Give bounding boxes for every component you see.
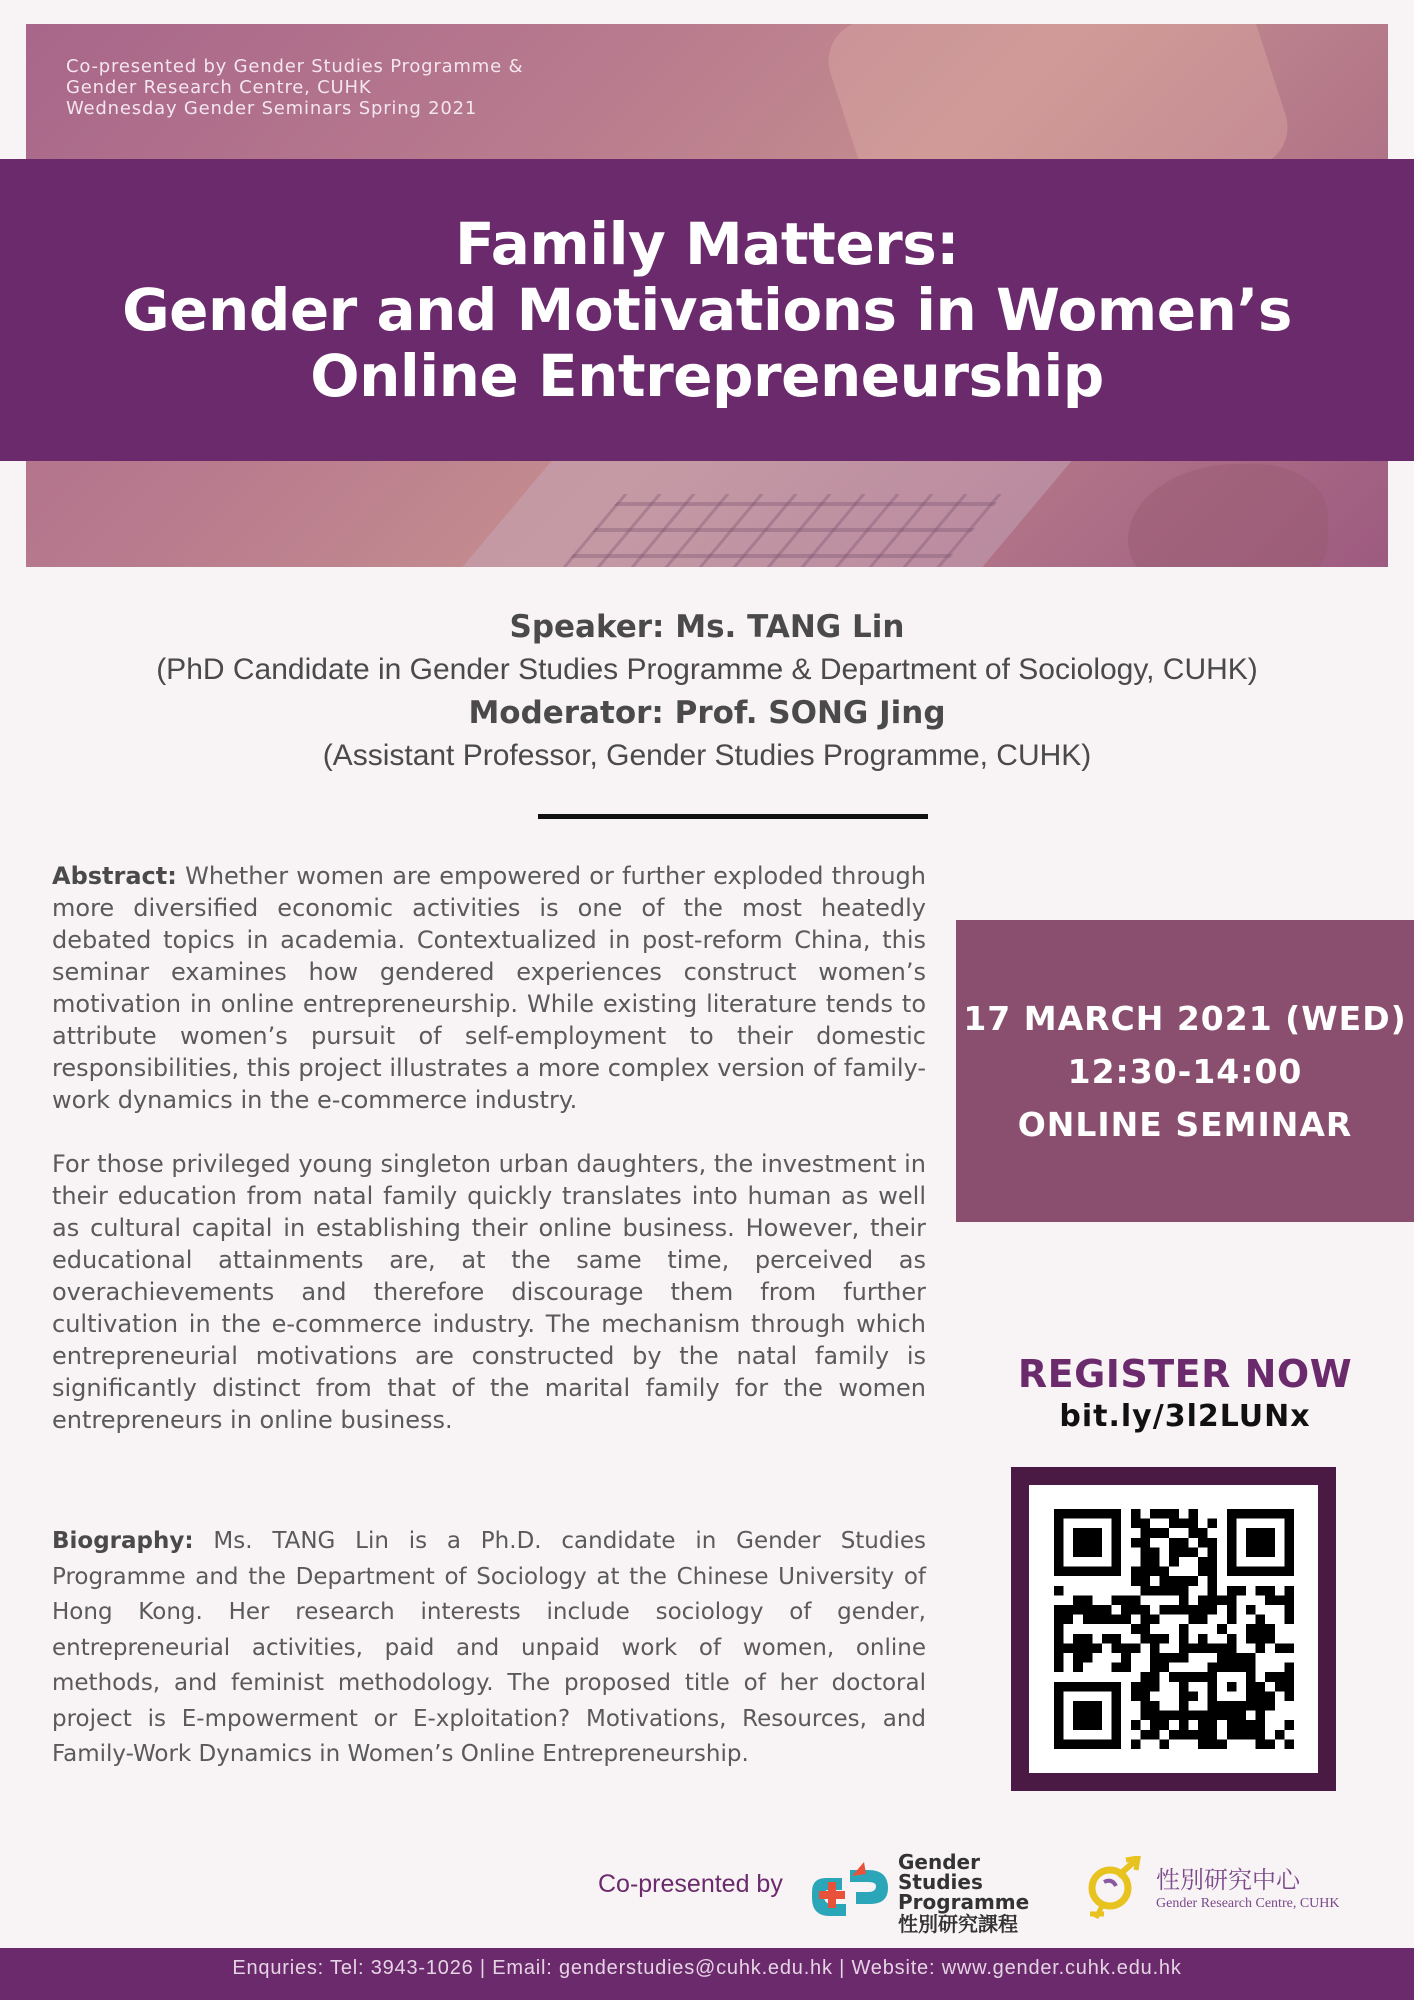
gsp-logo-icon xyxy=(806,1852,894,1922)
gsp-line-2: Programme xyxy=(898,1890,1030,1914)
enquiries-text: Enquries: Tel: 3943-1026 | Email: genderstudies@cuhk.edu.hk | Website: www.gender.cuhk.edu.hk xyxy=(232,1957,1182,1979)
speaker-affiliation: (PhD Candidate in Gender Studies Programme & Department of Sociology, CUHK) xyxy=(156,653,1258,686)
copresented-line-2: Gender Research Centre, CUHK xyxy=(66,77,372,98)
register-heading: REGISTER NOW xyxy=(1017,1352,1353,1396)
footer-bar xyxy=(0,1948,1414,2000)
biography-paragraph xyxy=(52,1524,926,1773)
qr-code-inner xyxy=(1029,1485,1318,1773)
abstract-section xyxy=(52,860,926,1436)
biography-text: Ms. TANG Lin is a Ph.D. candidate in Gender Studies Programme and the Department of Sociology at the Chinese University of Hong Kong. Her research interests include sociology of gender, entrepreneurial activities, paid and unpaid work of women, online methods, and feminist methodology. The proposed title of her doctoral project is E-mpowerment or E-xploitation? Motivations, Resources, and Family-Work Dynamics in Women’s Online Entrepreneurship. xyxy=(52,1528,927,1767)
copresented-header xyxy=(66,56,523,119)
register-link[interactable]: bit.ly/3l2LUNx xyxy=(1059,1399,1311,1434)
series-line: Wednesday Gender Seminars Spring 2021 xyxy=(66,98,478,119)
gender-studies-programme-logo xyxy=(806,1850,1066,1936)
event-date: 17 MARCH 2021 (WED) xyxy=(963,998,1407,1038)
abstract-paragraph-1 xyxy=(52,860,926,1116)
grc-chinese: 性別研究中心 xyxy=(1156,1866,1300,1894)
grc-logo-icon xyxy=(1082,1856,1144,1922)
title-line-1: Family Matters: xyxy=(454,210,960,278)
event-time: 12:30-14:00 xyxy=(1067,1051,1303,1091)
biography-section xyxy=(52,1524,926,1773)
register-section xyxy=(956,1350,1414,1436)
keyboard-shape xyxy=(548,494,1004,567)
moderator-name: Moderator: Prof. SONG Jing xyxy=(468,695,946,731)
gender-research-centre-logo xyxy=(1082,1856,1382,1922)
hand-shape xyxy=(1128,464,1328,567)
moderator-affiliation: (Assistant Professor, Gender Studies Programme, CUHK) xyxy=(322,739,1092,772)
abstract-text-1: Whether women are empowered or further exploded through more diversified economic activities is one of the most heatedly debated topics in academia. Contextualized in post-reform China, this seminar examines how gendered experiences construct women’s motivation in online entrepreneurship. While existing literature tends to attribute women’s pursuit of self-employment to their domestic responsibilities, this project illustrates a more complex version of family-work dynamics in the e-commerce industry. xyxy=(52,862,926,1114)
gsp-logo-text xyxy=(898,1852,1066,1934)
gsp-line-1: Gender Studies xyxy=(898,1850,983,1894)
qr-code[interactable] xyxy=(1011,1467,1336,1791)
seminar-title xyxy=(122,211,1292,409)
copresented-by-label: Co-presented by xyxy=(598,1870,783,1898)
title-band xyxy=(0,159,1414,461)
abstract-label: Abstract: xyxy=(52,862,177,890)
abstract-paragraph-2: For those privileged young singleton urban daughters, the investment in their education from natal family quickly translates into human as well as cultural capital in establishing their online business. However, their educational attainments are, at the same time, perceived as overachievements and therefore discourage them from further cultivation in the e-commerce industry. The mechanism through which entrepreneurial motivations are constructed by the natal family is significantly distinct from that of the marital family for the women entrepreneurs in online business. xyxy=(52,1150,926,1434)
copresented-line-1: Co-presented by Gender Studies Programme & xyxy=(66,56,524,77)
gsp-chinese: 性別研究課程 xyxy=(898,1912,1018,1936)
event-info-box xyxy=(956,920,1414,1222)
biography-label: Biography: xyxy=(52,1528,194,1554)
speaker-name: Speaker: Ms. TANG Lin xyxy=(509,609,905,645)
event-format: ONLINE SEMINAR xyxy=(1017,1104,1353,1144)
title-line-3: Online Entrepreneurship xyxy=(310,342,1104,410)
logo-row xyxy=(0,1846,1414,1936)
grc-english: Gender Research Centre, CUHK xyxy=(1156,1896,1340,1911)
qr-code-icon xyxy=(1054,1509,1294,1749)
divider xyxy=(538,814,928,819)
speaker-block xyxy=(0,606,1414,778)
title-line-2: Gender and Motivations in Women’s xyxy=(122,276,1292,344)
